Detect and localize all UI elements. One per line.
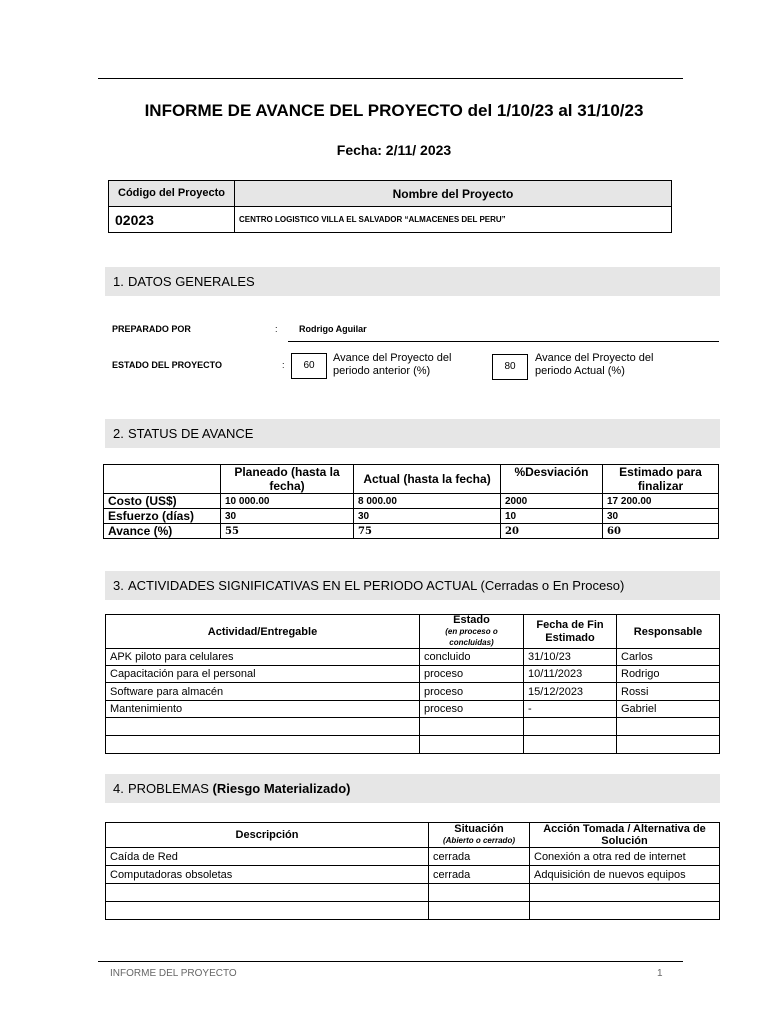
problem-row [106,866,720,884]
footer-title: INFORME DEL PROYECTO [110,968,237,979]
activity-cell: 10/11/2023 [524,666,617,683]
status-row [104,494,719,509]
activity-row [106,736,720,754]
activity-cell [420,718,524,736]
section-3-title-main: ACTIVIDADES SIGNIFICATIVAS EN EL PERIODO ACTUAL [128,578,477,593]
activity-cell [106,736,420,754]
status-header-planned: Planeado (hasta la fecha) [221,465,354,494]
status-cell: 20 [501,524,603,539]
project-table [108,180,672,233]
activities-header-activity: Actividad/Entregable [106,615,420,649]
problem-cell [429,884,530,902]
status-cell: 30 [354,509,501,524]
problem-cell: Conexión a otra red de internet [530,848,720,866]
activity-row [106,649,720,666]
activity-cell: Software para almacén [106,683,420,701]
activity-row [106,666,720,683]
status-table [103,464,719,539]
status-cell: 10 000.00 [221,494,354,509]
activity-cell: APK piloto para celulares [106,649,420,666]
status-cell: 30 [603,509,719,524]
activity-cell: concluido [420,649,524,666]
problem-cell: Caída de Red [106,848,429,866]
prepared-underline [288,341,719,342]
activity-cell: 31/10/23 [524,649,617,666]
status-header-deviation: %Desviación [501,465,603,494]
status-cell: 17 200.00 [603,494,719,509]
activity-cell: 15/12/2023 [524,683,617,701]
activity-cell [524,718,617,736]
header-rule [98,78,683,79]
problem-cell: Computadoras obsoletas [106,866,429,884]
activities-header-state-note: (en proceso o concluidas) [445,627,498,647]
status-cell: 30 [221,509,354,524]
problems-header-situation [429,823,530,848]
section-1-title: DATOS GENERALES [128,274,255,289]
problem-cell: Adquisición de nuevos equipos [530,866,720,884]
section-2-number: 2. [113,426,124,441]
section-4-title [128,774,351,803]
section-4-header [105,774,720,803]
activity-cell: proceso [420,683,524,701]
status-cell: 2000 [501,494,603,509]
report-date: Fecha: 2/11/ 2023 [336,142,452,158]
status-cell: 8 000.00 [354,494,501,509]
problems-header-action: Acción Tomada / Alternativa de Solución [530,823,720,848]
problem-cell: cerrada [429,866,530,884]
status-row [104,524,719,539]
section-4-title-main: PROBLEMAS [128,781,209,796]
problem-cell: cerrada [429,848,530,866]
status-cell: 10 [501,509,603,524]
section-1-header [105,267,720,296]
activity-cell: Rodrigo [617,666,720,683]
prepared-colon: : [275,324,278,334]
status-label: ESTADO DEL PROYECTO [112,360,223,370]
activity-cell: Rossi [617,683,720,701]
status-cell: 60 [603,524,719,539]
section-2-header [105,419,720,448]
activity-cell: Capacitación para el personal [106,666,420,683]
activities-header-end: Fecha de Fin Estimado [524,615,617,649]
status-colon: : [282,360,285,370]
activity-row [106,683,720,701]
problem-cell [106,902,429,920]
section-1-number: 1. [113,274,124,289]
report-title-period: del 1/10/23 al 31/10/23 [462,101,644,120]
project-name-header: Nombre del Proyecto [235,181,672,207]
report-title [0,101,768,121]
footer-page-number: 1 [657,968,663,979]
status-row [104,509,719,524]
status-cell: 55 [221,524,354,539]
project-code-header: Código del Proyecto [109,181,235,207]
status-cell: 75 [354,524,501,539]
previous-progress-box: 60 [291,353,327,379]
problems-header-situation-title: Situación [454,823,504,835]
status-header-actual: Actual (hasta la fecha) [354,465,501,494]
section-3-title [128,571,624,600]
activities-header-state [420,615,524,649]
section-3-title-note: (Cerradas o En Proceso) [476,578,625,593]
problems-table [105,822,720,920]
report-title-main: INFORME DE AVANCE DEL PROYECTO [144,101,463,120]
activity-cell: - [524,701,617,718]
activity-cell: proceso [420,701,524,718]
prepared-label: PREPARADO POR [112,324,191,334]
activity-cell [420,736,524,754]
project-name-value: CENTRO LOGISTICO VILLA EL SALVADOR “ALMACENES DEL PERU” [235,207,672,233]
section-3-header [105,571,720,600]
status-row-label: Avance (%) [104,524,221,539]
status-row-label: Costo (US$) [104,494,221,509]
status-header-empty [104,465,221,494]
activities-table [105,614,720,754]
project-code-value: 02023 [109,207,235,233]
footer-rule [98,961,683,962]
activities-header-state-title: Estado [453,614,490,626]
activity-row [106,718,720,736]
activity-cell: Gabriel [617,701,720,718]
activity-cell: Mantenimiento [106,701,420,718]
problem-cell [530,884,720,902]
problem-cell [429,902,530,920]
activities-header-responsible: Responsable [617,615,720,649]
section-4-number: 4. [113,781,124,796]
problem-row [106,902,720,920]
activity-cell [524,736,617,754]
activity-cell: proceso [420,666,524,683]
problems-header-situation-note: (Abierto o cerrado) [442,836,515,845]
section-4-title-note: (Riesgo Materializado) [208,781,351,796]
activity-cell [617,736,720,754]
activity-cell: Carlos [617,649,720,666]
section-2-title: STATUS DE AVANCE [128,426,254,441]
current-progress-box: 80 [492,354,528,380]
section-3-number: 3. [113,578,124,593]
status-header-estimate: Estimado para finalizar [603,465,719,494]
activity-cell [617,718,720,736]
problem-cell [106,884,429,902]
activity-row [106,701,720,718]
current-progress-label: Avance del Proyecto del periodo Actual (%) [535,352,654,377]
status-row-label: Esfuerzo (días) [104,509,221,524]
problems-header-description: Descripción [106,823,429,848]
problem-row [106,848,720,866]
previous-progress-label: Avance del Proyecto del periodo anterior (%) [333,352,452,377]
prepared-value: Rodrigo Aguilar [299,324,367,334]
problem-row [106,884,720,902]
problem-cell [530,902,720,920]
activity-cell [106,718,420,736]
